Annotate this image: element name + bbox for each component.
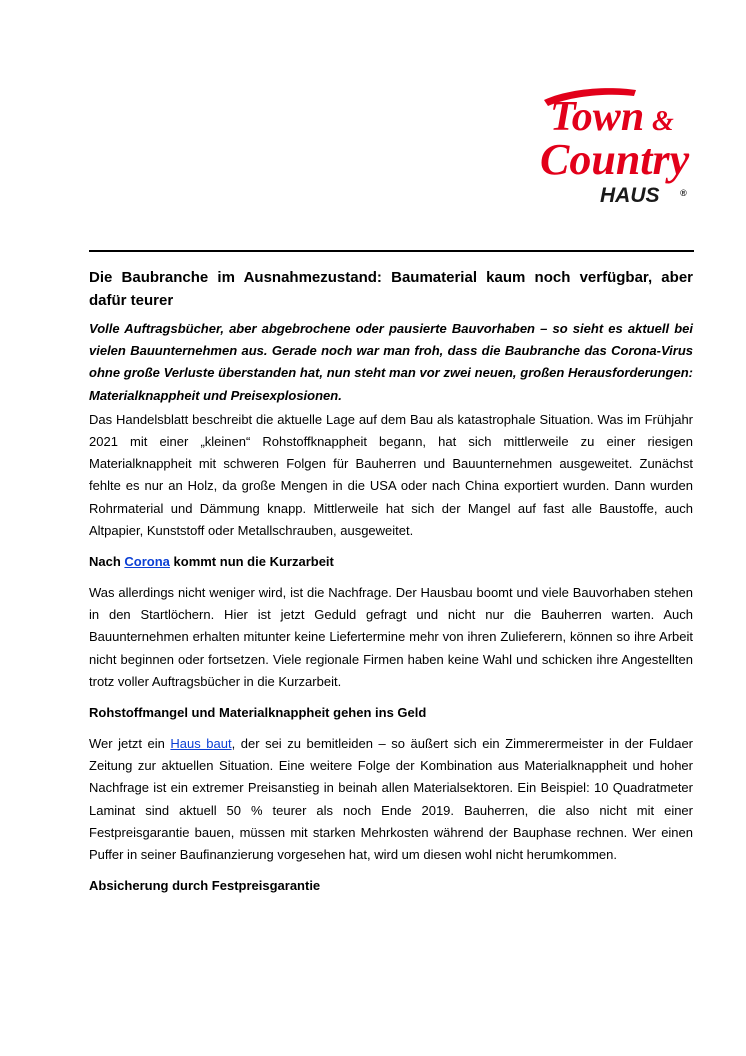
- header-rule: [89, 250, 694, 252]
- subheading-festpreisgarantie: Absicherung durch Festpreisgarantie: [89, 878, 321, 894]
- town-country-haus-logo: [540, 86, 696, 206]
- article-lead: Volle Auftragsbücher, aber abgebrochene oder pausierte Bauvorhaben – so sieht es aktuell bei vielen Bauunternehmen aus. Gerade noch war man froh, dass die Baubranche das Corona-Virus ohne große Verluste überstanden hat, nun steht man vor zwei neuen, großen Herausforderungen: Materialknappheit und Preisexplosionen.: [89, 321, 693, 403]
- article-headline: Die Baubranche im Ausnahmezustand: Baumaterial kaum noch verfügbar, aber dafür teurer: [89, 269, 693, 309]
- article-body: [89, 266, 693, 906]
- logo-country: Country: [540, 135, 690, 184]
- corona-link[interactable]: Corona: [124, 554, 170, 570]
- paragraph-situation: Das Handelsblatt beschreibt die aktuelle Lage auf dem Bau als katastrophale Situation. Was im Frühjahr 2021 mit einer „kleinen“ Rohstoffknappheit begann, hat sich mittlerweile zu einer riesigen Materialknappheit mit schweren Folgen für Bauherren und Bauunternehmen ausgeweitet. Zunächst fehlte es nur an Holz, da große Mengen in die USA oder nach China exportiert wurden. Dann wurden Rohrmaterial und Dämmung knapp. Mittlerweile hat sich der Mangel auf fast alle Baustoffe, auch Altpapier, Kunststoff oder Metallschrauben, ausgeweitet.: [89, 411, 693, 538]
- logo-town: Town: [550, 94, 645, 140]
- paragraph-nachfrage: Was allerdings nicht weniger wird, ist die Nachfrage. Der Hausbau boomt und viele Bauvorhaben stehen in den Startlöchern. Hier ist jetzt Geduld gefragt und nicht nur die Bauherren warten. Auch Bauunternehmen erhalten mitunter keine Liefertermine mehr von ihren Zulieferern, können so ihre Arbeit nicht beginnen oder fortsetzen. Viele regionale Firmen haben keine Wahl und schicken ihre Angestellten trotz voller Auftragsbücher in die Kurzarbeit.: [89, 585, 693, 689]
- logo-ampersand: &: [652, 106, 674, 137]
- subheading-kurzarbeit: [89, 551, 693, 573]
- subheading-rohstoffmangel: Rohstoffmangel und Materialknappheit gehen ins Geld: [89, 705, 427, 721]
- paragraph-preisanstieg-post: , der sei zu bemitleiden – so äußert sich ein Zimmerermeister in der Fuldaer Zeitung zur aktuellen Situation. Eine weitere Folge der Kombination aus Materialknappheit und hoher Nachfrage ist ein extremer Preisanstieg in beinah allen Materialsektoren. Ein Beispiel: 10 Quadratmeter Laminat sind aktuell 50 % teurer als noch Ende 2019. Bauherren, die also nicht mit einer Festpreisgarantie bauen, müssen mit starken Mehrkosten während der Bauphase rechnen. Wer einen Puffer in seiner Baufinanzierung vorgesehen hat, wird um diesen wohl nicht herumkommen.: [89, 736, 693, 863]
- subheading-kurzarbeit-pre: Nach: [89, 554, 125, 570]
- logo-haus: HAUS: [600, 184, 660, 206]
- subheading-kurzarbeit-post: kommt nun die Kurzarbeit: [169, 554, 334, 570]
- paragraph-preisanstieg-pre: Wer jetzt ein: [89, 736, 171, 752]
- logo-registered: ®: [680, 188, 687, 198]
- paragraph-preisanstieg: [89, 733, 693, 866]
- haus-baut-link[interactable]: Haus baut: [170, 736, 232, 752]
